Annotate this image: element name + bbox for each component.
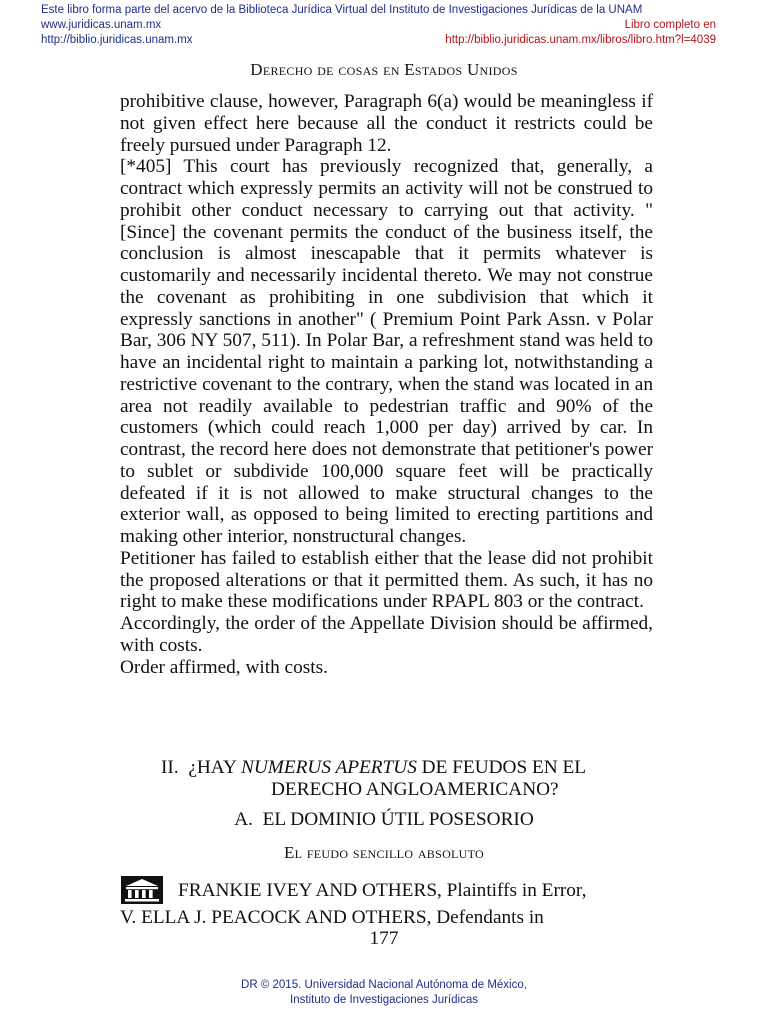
section-number: II. <box>161 757 179 778</box>
paragraph: [*405] This court has previously recognized that, generally, a contract which expressly permits an activity will not be construed to prohibit other conduct necessary to carrying out that activity. "[Since] the covenant permits the conduct of the business itself, the conclusion is almost inescapable that it permits whatever is customarily and necessarily incidental thereto. We may not construe the covenant as prohibiting in one subdivision that which it expressly sanctions in another" ( Premium Point Park Assn. v Polar Bar, 306 NY 507, 511). In Polar Bar, a refreshment stand was held to have an incidental right to maintain a parking lot, notwithstanding a restrictive covenant to the contrary, when the stand was located in an area not readily available to pedestrian traffic and 90% of the customers (which could reach 1,000 per day) arrived by car. In contrast, the record here does not demonstrate that petitioner's power to sublet or subdivide 100,000 square feet will be practically defeated if it is not allowed to make structural changes to the exterior wall, as opposed to being limited to erecting partitions and making other interior, nonstructural changes. <box>120 156 653 547</box>
case-caption-line1: FRANKIE IVEY AND OTHERS, Plaintiffs in Error, <box>178 879 587 901</box>
page-number: 177 <box>369 928 399 949</box>
banner-libro-link[interactable]: http://biblio.juridicas.unam.mx/libros/libro.htm?l=4039 <box>445 34 716 46</box>
footer-line2: Instituto de Investigaciones Jurídicas <box>290 994 478 1006</box>
paragraph: Accordingly, the order of the Appellate Division should be affirmed, with costs. <box>120 613 653 656</box>
paragraph: prohibitive clause, however, Paragraph 6(a) would be meaningless if not given effect here because all the conduct it restricts could be freely pursued under Paragraph 12. <box>120 91 653 156</box>
subsection-heading: A. EL DOMINIO ÚTIL POSESORIO <box>234 809 534 830</box>
body-text <box>120 91 653 678</box>
paragraph: Petitioner has failed to establish either that the lease did not prohibit the proposed alterations or that it permitted them. As such, it has no right to make these modifications under RPAPL 803 or the contract. <box>120 547 653 613</box>
banner-site-link[interactable]: www.juridicas.unam.mx <box>41 19 162 31</box>
footer <box>0 978 768 1008</box>
banner-line: Este libro forma parte del acervo de la Biblioteca Jurídica Virtual del Instituto de Investigaciones Jurídicas de la UNAM <box>41 4 643 16</box>
section-title-italic: NUMERUS APERTUS <box>241 757 417 778</box>
running-head: Derecho de cosas en Estados Unidos <box>250 60 518 79</box>
case-caption <box>120 875 586 930</box>
banner-libro-label: Libro completo en <box>624 19 716 31</box>
section-title-line2: DERECHO ANGLOAMERICANO? <box>271 779 559 800</box>
banner-biblio-link[interactable]: http://biblio.juridicas.unam.mx <box>41 34 193 46</box>
case-caption-line2: V. ELLA J. PEACOCK AND OTHERS, Defendants in <box>120 907 544 928</box>
footer-line1: DR © 2015. Universidad Nacional Autónoma de México, <box>241 979 527 991</box>
section-title-pre: ¿HAY <box>188 757 237 778</box>
section-title-post: DE FEUDOS EN EL <box>421 757 587 778</box>
paragraph: Order affirmed, with costs. <box>120 656 328 678</box>
section-heading <box>120 757 653 801</box>
subsubsection-heading: El feudo sencillo absoluto <box>283 843 485 862</box>
courthouse-icon <box>120 875 164 905</box>
